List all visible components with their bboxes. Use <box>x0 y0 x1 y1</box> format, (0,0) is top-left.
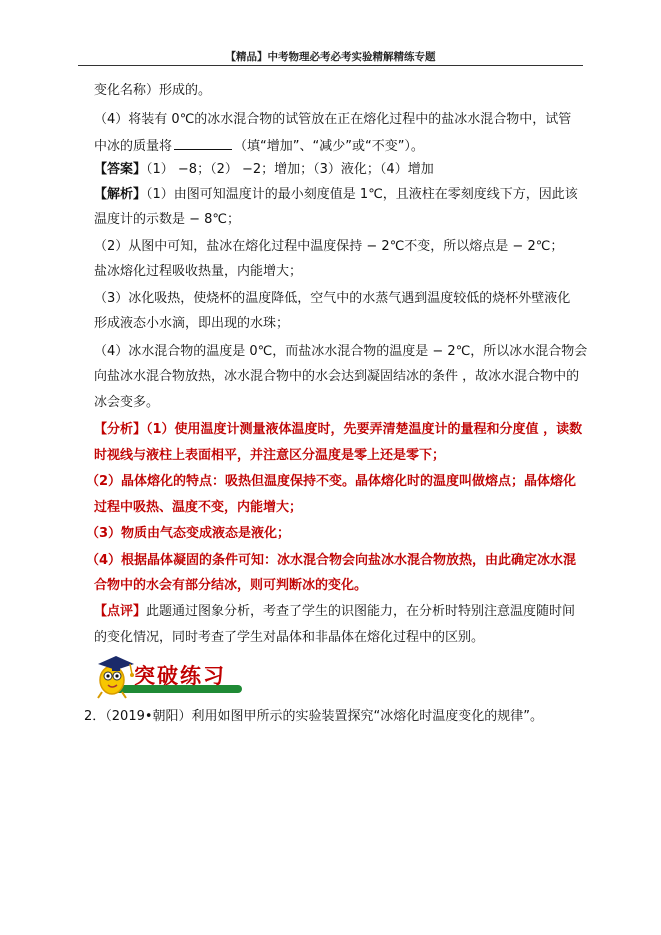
text-segment: （4）将装有 0 <box>94 112 180 127</box>
mascot-icon <box>90 652 138 700</box>
answer-tag: 【答案】 <box>94 162 147 177</box>
text-segment: （填“增加”、“减少”或“不变”）。 <box>234 139 424 154</box>
fill-blank-line <box>94 137 424 155</box>
page-header: 【精品】中考物理必考必考实验精解精练专题 <box>225 51 436 63</box>
comment-line: （4）根据晶体凝固的条件可知：冰水混合物会向盐冰水混合物放热，由此确定冰水混 <box>86 553 577 568</box>
text-line: 温度计的示数是 − 8℃； <box>94 212 241 227</box>
header-divider <box>78 65 583 66</box>
comment-line: 合物中的水会有部分结冰，则可判断冰的变化。 <box>94 578 368 593</box>
question-part-4 <box>94 112 571 128</box>
question-2: 2．（2019•朝阳）利用如图甲所示的实验装置探究“冰熔化时温度变化的规律”。 <box>84 709 543 724</box>
text-segment: ℃的冰水混合物的试管放在正在熔化过程中的盐冰水混合物中，试管 <box>179 112 572 127</box>
analysis-line <box>94 187 578 203</box>
review-text: 此题通过图象分析，考查了学生的识图能力，在分析时特别注意温度随时间 <box>146 604 576 619</box>
text-line: （2）从图中可知，盐冰在熔化过程中温度保持 − 2℃不变，所以熔点是 − 2℃； <box>94 239 564 254</box>
review-line <box>94 604 575 620</box>
comment-line: （2）晶体熔化的特点：吸热但温度保持不变。晶体熔化时的温度叫做熔点；晶体熔化 <box>86 474 577 489</box>
comment-text: （1）使用温度计测量液体温度时，先要弄清楚温度计的量程和分度值 ，读数 <box>146 422 583 437</box>
comment-line <box>94 422 582 438</box>
comment-line: 时视线与液柱上表面相平，并注意区分温度是零上还是零下； <box>94 448 446 463</box>
review-tag: 【点评】 <box>94 604 147 619</box>
comment-line: （3）物质由气态变成液态是液化； <box>86 526 291 541</box>
text-line: 盐冰熔化过程吸收热量，内能增大； <box>94 264 303 279</box>
text-line: 形成液态小水滴，即出现的水珠； <box>94 316 290 331</box>
text-line: （4）冰水混合物的温度是 0℃，而盐冰水混合物的温度是 − 2℃，所以冰水混合物会 <box>94 344 588 359</box>
comment-line: 过程中吸热、温度不变，内能增大； <box>94 500 303 515</box>
analysis-text: （1）由图可知温度计的最小刻度值是 1℃，且液柱在零刻度线下方，因此该 <box>146 187 578 202</box>
text-line: （3）冰化吸热，使烧杯的温度降低，空气中的水蒸气遇到温度较低的烧杯外壁液化 <box>94 291 571 306</box>
answer-line <box>94 162 434 178</box>
text-segment: 中冰的质量将 <box>94 139 173 154</box>
text-line: 冰会变多。 <box>94 395 160 410</box>
answer-text: （1） −8；（2） −2；增加；（3）液化；（4）增加 <box>146 162 434 177</box>
text-line: 变化名称）形成的。 <box>94 83 212 98</box>
answer-blank <box>174 137 232 150</box>
banner-title: 突破练习 <box>134 663 226 688</box>
practice-banner-logo <box>90 652 240 700</box>
analysis-tag: 【解析】 <box>94 187 147 202</box>
text-line: 的变化情况，同时考查了学生对晶体和非晶体在熔化过程中的区别。 <box>94 630 485 645</box>
comment-tag: 【分析】 <box>94 422 147 437</box>
text-line: 向盐冰水混合物放热，冰水混合物中的水会达到凝固结冰的条件 ，故冰水混合物中的 <box>94 369 580 384</box>
